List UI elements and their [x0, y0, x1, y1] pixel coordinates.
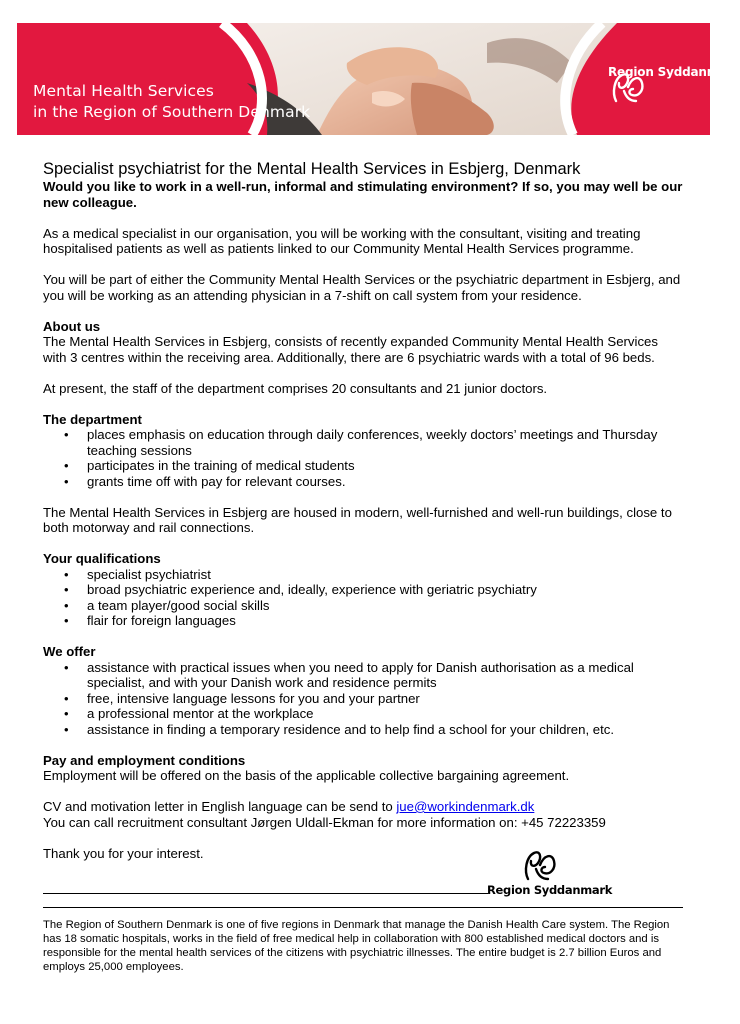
cv-paragraph: [43, 799, 683, 815]
department-heading: The department: [43, 411, 142, 427]
phone-paragraph: You can call recruitment consultant Jørgen Uldall-Ekman for more information on: +45 72223359: [43, 814, 606, 830]
list-item: • flair for foreign languages: [43, 613, 683, 629]
job-title: Specialist psychiatrist for the Mental Health Services in Esbjerg, Denmark: [43, 160, 581, 178]
list-item: • assistance in finding a temporary residence and to help find a school for your children, etc.: [43, 722, 683, 738]
footer-divider: [43, 907, 683, 908]
header-banner: [17, 23, 740, 135]
offer-heading: We offer: [43, 644, 96, 659]
list-item: • assistance with practical issues when you need to apply for Danish authorisation as a medical specialist, and with your Danish work and residence permits: [43, 660, 683, 691]
job-lead: Would you like to work in a well-run, informal and stimulating environment? If so, you may well be our new colleague.: [43, 179, 683, 210]
qualifications-list: [43, 567, 683, 629]
region-logo: [608, 65, 740, 79]
pay-heading: Pay and employment conditions: [43, 752, 246, 768]
about-heading: About us: [43, 318, 101, 334]
about-paragraph-2: At present, the staff of the department comprises 20 consultants and 21 junior doctors.: [43, 380, 548, 396]
list-item: • a professional mentor at the workplace: [43, 706, 683, 722]
email-link[interactable]: jue@workindenmark.dk: [396, 799, 535, 814]
signature-line: [43, 893, 488, 894]
about-paragraph-1: The Mental Health Services in Esbjerg, consists of recently expanded Community Mental Health Services with 3 centres within the receiving area. Additionally, there are 6 psychiatric wards with a total of 96 beds.: [43, 334, 658, 365]
department-list: [43, 427, 683, 489]
list-item: • participates in the training of medical students: [43, 458, 683, 474]
qualifications-heading: Your qualifications: [43, 551, 161, 566]
pay-paragraph: Employment will be offered on the basis of the applicable collective bargaining agreement.: [43, 768, 570, 783]
cv-text: CV and motivation letter in English language can be send to: [43, 799, 397, 814]
thanks-paragraph: Thank you for your interest.: [43, 845, 204, 861]
list-item: • places emphasis on education through daily conferences, weekly doctors’ meetings and Thursday teaching sessions: [43, 427, 683, 458]
list-item: • a team player/good social skills: [43, 598, 683, 614]
banner-title-line-1: Mental Health Services: [33, 82, 214, 100]
region-logo-text: Region Syddanmark: [608, 65, 740, 79]
signature-logo-text: Region Syddanmark: [487, 883, 613, 897]
job-posting: [43, 160, 683, 861]
list-item: • specialist psychiatrist: [43, 567, 683, 583]
footer-text: The Region of Southern Denmark is one of five regions in Denmark that manage the Danish Health Care system. The Region has 18 somatic hospitals, works in the field of free medical help in collaboration with 800 established medical doctors and is responsible for the mental health services of the citizens with psychiatric illnesses. The entire budget is 2.7 billion Euros and employs 25,000 employees.: [43, 919, 670, 973]
department-paragraph: The Mental Health Services in Esbjerg are housed in modern, well-furnished and well-run buildings, close to both motorway and rail connections.: [43, 504, 672, 535]
list-item: • free, intensive language lessons for you and your partner: [43, 691, 683, 707]
list-item: • broad psychiatric experience and, ideally, experience with geriatric psychiatry: [43, 582, 683, 598]
intro-paragraph-2: You will be part of either the Community Mental Health Services or the psychiatric department in Esbjerg, and you will be working as an attending physician in a 7-shift on call system from your residence.: [43, 272, 681, 303]
offer-list: [43, 660, 683, 738]
banner-title: [33, 81, 310, 123]
intro-paragraph-1: As a medical specialist in our organisation, you will be working with the consultant, visiting and treating hospitalised patients as well as patients linked to our Community Mental Health Services programme.: [43, 225, 641, 256]
region-logo-icon: [608, 67, 648, 107]
banner-title-line-2: in the Region of Southern Denmark: [33, 103, 311, 121]
list-item: • grants time off with pay for relevant courses.: [43, 474, 683, 490]
region-logo-icon: [520, 845, 560, 885]
signature-logo: [487, 845, 613, 897]
